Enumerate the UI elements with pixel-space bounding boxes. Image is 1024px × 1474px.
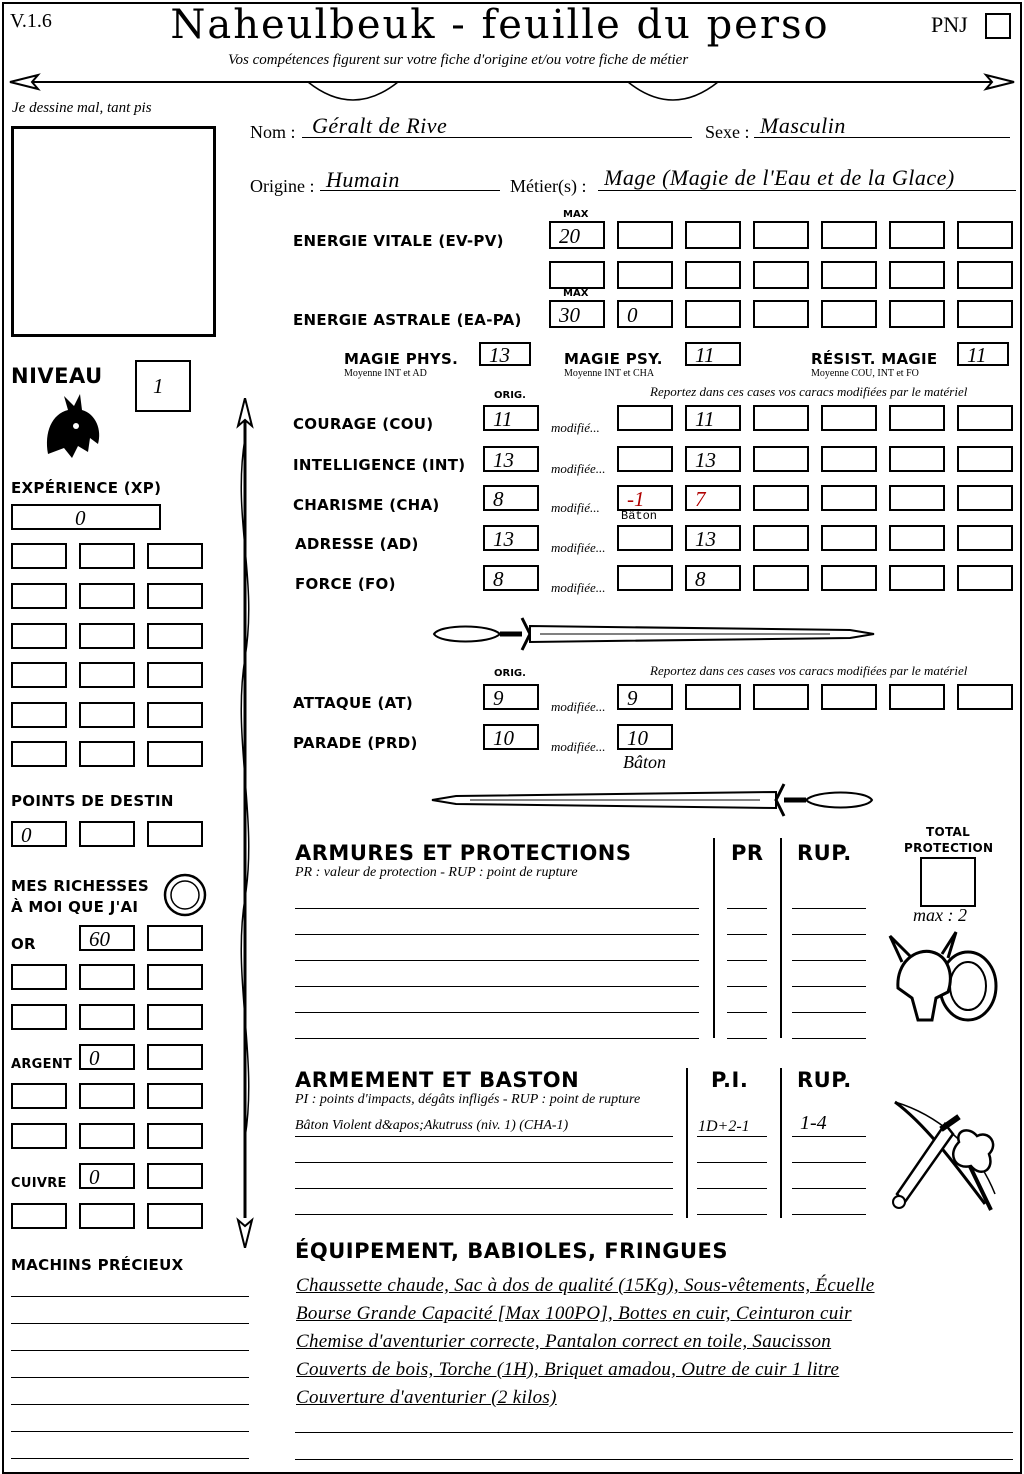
precious-line[interactable] <box>11 1350 249 1351</box>
orig-label: ORIG. <box>494 390 526 401</box>
dexterity-modified-label: modifiée... <box>551 540 606 555</box>
ev-max-label: MAX <box>563 209 589 220</box>
armor-pr-line[interactable] <box>727 960 767 961</box>
strength-mod-box[interactable] <box>617 565 673 591</box>
total-protection-box[interactable] <box>920 857 976 907</box>
weapons-subtitle: PI : points d'impacts, dégâts infligés - RUP : point de rupture <box>295 1092 641 1107</box>
weapon-rup-line[interactable] <box>792 1136 866 1137</box>
magic-psy-box[interactable]: 11 <box>685 342 741 366</box>
weapon-1-rup[interactable]: 1-4 <box>800 1112 827 1134</box>
weapon-pi-line[interactable] <box>697 1136 767 1137</box>
dexterity-box[interactable] <box>889 525 945 551</box>
armor-rup-line[interactable] <box>792 986 866 987</box>
strength-box[interactable] <box>889 565 945 591</box>
intelligence-box[interactable] <box>753 446 809 472</box>
xp-grid-box[interactable] <box>11 741 67 767</box>
intelligence-mod-box[interactable] <box>617 446 673 472</box>
dexterity-orig-box[interactable]: 13 <box>483 525 539 551</box>
dexterity-box[interactable] <box>821 525 877 551</box>
courage-box[interactable] <box>889 405 945 431</box>
dexterity-final-box[interactable]: 13 <box>685 525 741 551</box>
gold-box[interactable] <box>79 1004 135 1030</box>
weapons-title: ARMEMENT ET BASTON <box>295 1068 580 1092</box>
page-title: Naheulbeuk - feuille du perso <box>170 2 830 48</box>
copper-box[interactable]: 0 <box>79 1163 135 1189</box>
weapon-line[interactable] <box>295 1136 673 1137</box>
resist-magic-box[interactable]: 11 <box>957 342 1009 366</box>
xp-box[interactable]: 0 <box>11 504 161 530</box>
weapon-line[interactable] <box>295 1162 673 1163</box>
precious-line[interactable] <box>11 1431 249 1432</box>
armor-rup-line[interactable] <box>792 934 866 935</box>
charisma-box[interactable] <box>889 485 945 511</box>
armor-pr-line[interactable] <box>727 1012 767 1013</box>
ev-box[interactable] <box>889 261 945 289</box>
precious-label: MACHINS PRÉCIEUX <box>11 1256 184 1274</box>
attack-label: ATTAQUE (AT) <box>293 694 414 712</box>
armor-line[interactable] <box>295 1012 699 1013</box>
destiny-box[interactable] <box>79 821 135 847</box>
ev-box[interactable] <box>753 221 809 249</box>
sword-icon <box>430 612 876 656</box>
silver-box[interactable] <box>11 1083 67 1109</box>
attack-box[interactable] <box>957 684 1013 710</box>
spear-divider-icon <box>8 66 1016 106</box>
attack-box[interactable] <box>685 684 741 710</box>
wealth-label-1: MES RICHESSES <box>11 877 150 895</box>
ev-box[interactable] <box>821 261 877 289</box>
weapon-1-name[interactable]: Bâton Violent d&apos;Akutruss (niv. 1) (CHA-1) <box>295 1118 569 1133</box>
charisma-box[interactable] <box>821 485 877 511</box>
stats-report-note: Reportez dans ces cases vos caracs modifiées par le matériel <box>650 384 968 399</box>
total-protection-max: max : 2 <box>913 905 967 925</box>
xp-grid-box[interactable] <box>11 662 67 688</box>
destiny-label: POINTS DE DESTIN <box>11 792 174 810</box>
silver-box[interactable] <box>147 1123 203 1149</box>
gold-box[interactable]: 60 <box>79 925 135 951</box>
equipment-line[interactable]: Couverts de bois, Torche (1H), Briquet amadou, Outre de cuir 1 litre <box>296 1359 840 1380</box>
copper-box[interactable] <box>79 1203 135 1229</box>
page-subtitle: Vos compétences figurent sur votre fiche d'origine et/ou votre fiche de métier <box>228 52 689 68</box>
wealth-label-2: À MOI QUE J'AI <box>11 898 139 916</box>
xp-grid-box[interactable] <box>79 623 135 649</box>
charisma-mod-note: Bâton <box>621 509 658 523</box>
parry-modified-label: modifiée... <box>551 739 606 754</box>
weapon-rup-line[interactable] <box>792 1214 866 1215</box>
attack-mod-box[interactable]: 9 <box>617 684 673 710</box>
precious-line[interactable] <box>11 1404 249 1405</box>
armor-rup-line[interactable] <box>792 908 866 909</box>
equipment-blank-line[interactable] <box>295 1432 1013 1433</box>
strength-box[interactable] <box>821 565 877 591</box>
ev-box[interactable] <box>821 221 877 249</box>
equipment-line[interactable]: Bourse Grande Capacité [Max 100PO], Bottes en cuir, Ceinturon cuir <box>296 1303 852 1324</box>
silver-box[interactable] <box>147 1044 203 1070</box>
total-protection-label-2: PROTECTION <box>904 841 994 855</box>
destiny-box[interactable]: 0 <box>11 821 67 847</box>
armor-rup-line[interactable] <box>792 1012 866 1013</box>
attack-box[interactable] <box>753 684 809 710</box>
silver-box[interactable] <box>147 1083 203 1109</box>
precious-line[interactable] <box>11 1296 249 1297</box>
gold-box[interactable] <box>11 1004 67 1030</box>
silver-box[interactable] <box>79 1083 135 1109</box>
weapon-rup-line[interactable] <box>792 1162 866 1163</box>
npc-checkbox[interactable] <box>985 13 1011 39</box>
xp-grid-box[interactable] <box>79 702 135 728</box>
charisma-orig-box[interactable]: 8 <box>483 485 539 511</box>
gold-box[interactable] <box>147 964 203 990</box>
ev-box[interactable] <box>685 221 741 249</box>
weapon-1-pi[interactable]: 1D+2-1 <box>698 1118 750 1135</box>
resist-magic-sub: Moyenne COU, INT et FO <box>811 368 919 379</box>
dexterity-box[interactable] <box>753 525 809 551</box>
armor-pr-line[interactable] <box>727 908 767 909</box>
armor-rup-header: RUP. <box>797 841 852 865</box>
npc-label: PNJ <box>931 12 968 37</box>
job-label: Métier(s) : <box>510 176 587 196</box>
ea-max-label: MAX <box>563 288 589 299</box>
xp-grid-box[interactable] <box>11 543 67 569</box>
courage-final-box[interactable]: 11 <box>685 405 741 431</box>
sex-label: Sexe : <box>705 122 750 142</box>
job-value[interactable]: Mage (Magie de l'Eau et de la Glace) <box>604 165 955 190</box>
xp-grid-box[interactable] <box>79 583 135 609</box>
armor-line[interactable] <box>295 986 699 987</box>
ea-box[interactable] <box>821 300 877 328</box>
intelligence-box[interactable] <box>957 446 1013 472</box>
destiny-box[interactable] <box>147 821 203 847</box>
xp-grid-box[interactable] <box>79 741 135 767</box>
helmet-shield-icon <box>888 928 1000 1028</box>
xp-grid-box[interactable] <box>79 543 135 569</box>
magic-phys-box[interactable]: 13 <box>479 342 531 366</box>
weapons-divider <box>780 1068 782 1218</box>
coin-icon <box>162 872 208 918</box>
xp-grid-box[interactable] <box>147 702 203 728</box>
silver-label: ARGENT <box>11 1057 73 1072</box>
strength-final-box[interactable]: 8 <box>685 565 741 591</box>
silver-box[interactable]: 0 <box>79 1044 135 1070</box>
name-line <box>302 137 692 138</box>
xp-grid-box[interactable] <box>147 543 203 569</box>
xp-grid-box[interactable] <box>79 662 135 688</box>
resist-magic-label: RÉSIST. MAGIE <box>811 350 938 368</box>
sex-value[interactable]: Masculin <box>760 113 846 138</box>
attack-orig-box[interactable]: 9 <box>483 684 539 710</box>
courage-label: COURAGE (COU) <box>293 415 434 433</box>
intelligence-final-box[interactable]: 13 <box>685 446 741 472</box>
dexterity-box[interactable] <box>957 525 1013 551</box>
equipment-line[interactable]: Chemise d'aventurier correcte, Pantalon correct en toile, Saucisson <box>296 1331 832 1352</box>
precious-line[interactable] <box>11 1377 249 1378</box>
armor-line[interactable] <box>295 1038 699 1039</box>
xp-label: EXPÉRIENCE (XP) <box>11 479 162 497</box>
xp-grid-box[interactable] <box>11 702 67 728</box>
magic-psy-label: MAGIE PSY. <box>564 350 663 368</box>
weapons-divider <box>686 1068 688 1218</box>
ea-max-box[interactable]: 30 <box>549 300 605 328</box>
weapon-pi-line[interactable] <box>697 1162 767 1163</box>
gold-box[interactable] <box>79 964 135 990</box>
armor-pr-header: PR <box>731 841 764 865</box>
ea-box[interactable] <box>957 300 1013 328</box>
armor-rup-line[interactable] <box>792 960 866 961</box>
parry-orig-box[interactable]: 10 <box>483 724 539 750</box>
copper-box[interactable] <box>11 1203 67 1229</box>
armor-pr-line[interactable] <box>727 986 767 987</box>
equipment-title: ÉQUIPEMENT, BABIOLES, FRINGUES <box>295 1239 728 1263</box>
ea-box[interactable]: 0 <box>617 300 673 328</box>
combat-orig-label: ORIG. <box>494 668 526 679</box>
ev-box[interactable] <box>549 261 605 289</box>
courage-mod-box[interactable] <box>617 405 673 431</box>
ev-max-box[interactable]: 20 <box>549 221 605 249</box>
strength-box[interactable] <box>957 565 1013 591</box>
weapons-pi-header: P.I. <box>711 1068 749 1092</box>
magic-phys-sub: Moyenne INT et AD <box>344 368 427 379</box>
armor-subtitle: PR : valeur de protection - RUP : point de rupture <box>295 865 578 880</box>
weapon-pi-line[interactable] <box>697 1214 767 1215</box>
armor-line[interactable] <box>295 960 699 961</box>
total-protection-label-1: TOTAL <box>926 825 971 839</box>
ea-box[interactable] <box>685 300 741 328</box>
ev-box[interactable] <box>753 261 809 289</box>
charisma-box[interactable] <box>957 485 1013 511</box>
ev-box[interactable] <box>617 261 673 289</box>
charisma-label: CHARISME (CHA) <box>293 496 440 514</box>
version-label: V.1.6 <box>10 10 52 32</box>
magic-psy-sub: Moyenne INT et CHA <box>564 368 655 379</box>
intelligence-box[interactable] <box>821 446 877 472</box>
weapon-rup-line[interactable] <box>792 1188 866 1189</box>
armor-rup-line[interactable] <box>792 1038 866 1039</box>
copper-box[interactable] <box>147 1203 203 1229</box>
xp-grid-box[interactable] <box>11 623 67 649</box>
armor-line[interactable] <box>295 934 699 935</box>
attack-box[interactable] <box>821 684 877 710</box>
courage-orig-box[interactable]: 11 <box>483 405 539 431</box>
gold-label: OR <box>11 935 36 953</box>
dragon-icon <box>38 392 106 462</box>
armor-divider <box>713 838 715 1038</box>
precious-line[interactable] <box>11 1323 249 1324</box>
origin-label: Origine : <box>250 176 315 196</box>
charisma-mod-box[interactable]: -1 <box>617 485 673 511</box>
silver-box[interactable] <box>79 1123 135 1149</box>
armor-title: ARMURES ET PROTECTIONS <box>295 841 632 865</box>
ev-box[interactable] <box>957 261 1013 289</box>
weapon-line[interactable] <box>295 1188 673 1189</box>
xp-grid-box[interactable] <box>11 583 67 609</box>
weapon-pi-line[interactable] <box>697 1188 767 1189</box>
strength-label: FORCE (FO) <box>295 575 396 593</box>
intelligence-label: INTELLIGENCE (INT) <box>293 456 466 474</box>
xp-grid-box[interactable] <box>147 623 203 649</box>
dexterity-label: ADRESSE (AD) <box>295 535 419 553</box>
ea-box[interactable] <box>889 300 945 328</box>
level-box[interactable]: 1 <box>135 360 191 412</box>
copper-box[interactable] <box>147 1163 203 1189</box>
sex-line <box>754 137 1010 138</box>
ea-label: ENERGIE ASTRALE (EA-PA) <box>293 311 522 329</box>
intelligence-modified-label: modifiée... <box>551 461 606 476</box>
precious-line[interactable] <box>11 1458 249 1459</box>
equipment-line[interactable]: Chaussette chaude, Sac à dos de qualité (15Kg), Sous-vêtements, Écuelle <box>296 1275 875 1296</box>
intelligence-box[interactable] <box>889 446 945 472</box>
staff-icon <box>228 398 262 1248</box>
origin-value[interactable]: Humain <box>326 167 400 192</box>
name-value[interactable]: Géralt de Rive <box>312 113 448 138</box>
attack-box[interactable] <box>889 684 945 710</box>
portrait-box[interactable] <box>11 126 216 337</box>
charisma-final-box[interactable]: 7 <box>685 485 741 511</box>
ev-box[interactable] <box>685 261 741 289</box>
xp-grid-box[interactable] <box>147 662 203 688</box>
attack-modified-label: modifiée... <box>551 699 606 714</box>
courage-box[interactable] <box>753 405 809 431</box>
copper-label: CUIVRE <box>11 1176 67 1191</box>
parry-mod-box[interactable]: 10 <box>617 724 673 750</box>
weapons-rup-header: RUP. <box>797 1068 852 1092</box>
courage-modified-label: modifié... <box>551 420 600 435</box>
strength-box[interactable] <box>753 565 809 591</box>
courage-box[interactable] <box>821 405 877 431</box>
combat-mod-note: Bâton <box>623 752 666 772</box>
sword-icon <box>430 778 876 822</box>
magic-phys-label: MAGIE PHYS. <box>344 350 459 368</box>
ea-box[interactable] <box>753 300 809 328</box>
gold-box[interactable] <box>147 925 203 951</box>
strength-orig-box[interactable]: 8 <box>483 565 539 591</box>
gold-box[interactable] <box>147 1004 203 1030</box>
armor-line[interactable] <box>295 908 699 909</box>
intelligence-orig-box[interactable]: 13 <box>483 446 539 472</box>
gold-box[interactable] <box>11 964 67 990</box>
armor-pr-line[interactable] <box>727 1038 767 1039</box>
ev-box[interactable] <box>889 221 945 249</box>
charisma-box[interactable] <box>753 485 809 511</box>
equipment-blank-line[interactable] <box>295 1459 1013 1460</box>
charisma-modified-label: modifié... <box>551 500 600 515</box>
dexterity-mod-box[interactable] <box>617 525 673 551</box>
strength-modified-label: modifiée... <box>551 580 606 595</box>
origin-line <box>320 190 500 191</box>
xp-grid-box[interactable] <box>147 583 203 609</box>
combat-report-note: Reportez dans ces cases vos caracs modifiées par le matériel <box>650 663 968 678</box>
ev-box[interactable] <box>617 221 673 249</box>
xp-grid-box[interactable] <box>147 741 203 767</box>
portrait-caption: Je dessine mal, tant pis <box>12 100 152 116</box>
armor-divider <box>780 838 782 1038</box>
ev-box[interactable] <box>957 221 1013 249</box>
job-line <box>598 190 1016 191</box>
name-label: Nom : <box>250 122 296 142</box>
courage-box[interactable] <box>957 405 1013 431</box>
armor-pr-line[interactable] <box>727 934 767 935</box>
parry-label: PARADE (PRD) <box>293 734 418 752</box>
level-label: NIVEAU <box>11 364 103 388</box>
weapon-line[interactable] <box>295 1214 673 1215</box>
weapons-icon <box>885 1094 1009 1216</box>
ev-label: ENERGIE VITALE (EV-PV) <box>293 232 504 250</box>
equipment-line[interactable]: Couverture d'aventurier (2 kilos) <box>296 1387 557 1408</box>
silver-box[interactable] <box>11 1123 67 1149</box>
